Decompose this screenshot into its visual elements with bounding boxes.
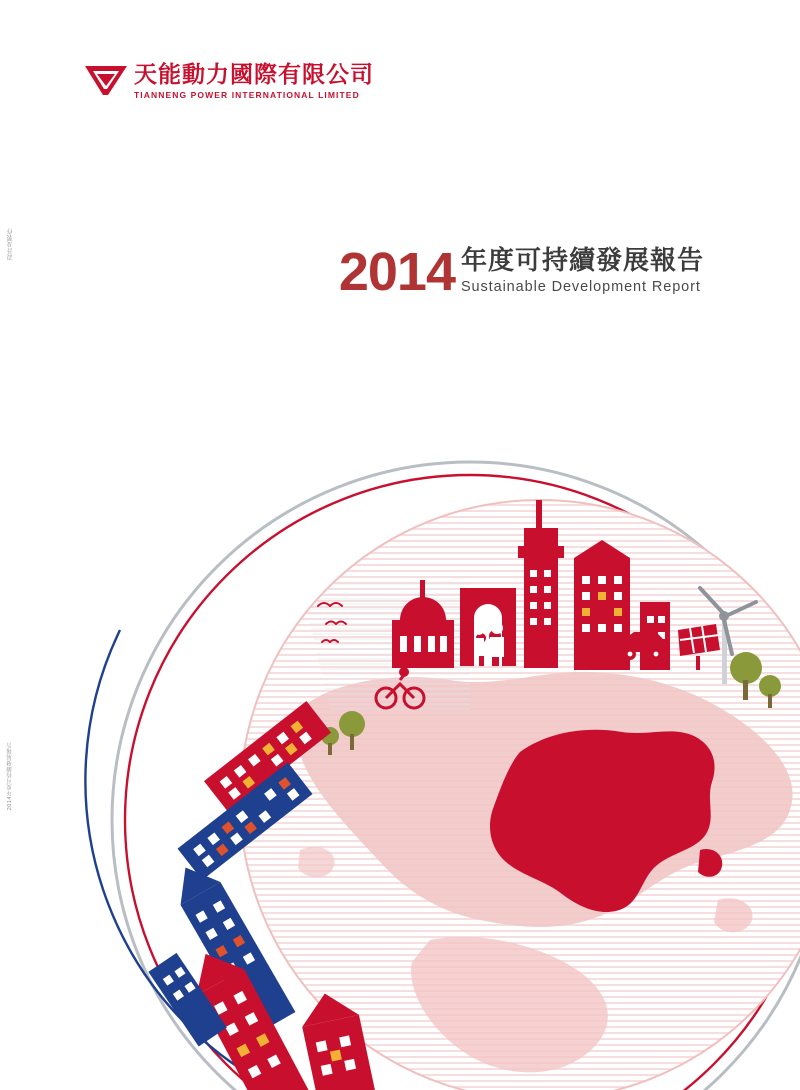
company-name-cn: 天能動力國際有限公司 — [134, 62, 374, 88]
cover-title — [338, 242, 704, 302]
title-text-block — [461, 246, 704, 296]
globe-city-illustration — [0, 380, 800, 1090]
report-title-cn: 年度可持續發展報告 — [460, 246, 704, 276]
report-title-en: Sustainable Development Report — [460, 279, 701, 295]
logo-text-block — [134, 62, 374, 101]
side-note-lower: 2014年度可持續發展報告 — [7, 742, 13, 811]
company-logo — [84, 62, 374, 101]
report-year: 2014 — [338, 242, 455, 302]
side-note-upper: 設計及製作 — [8, 228, 14, 261]
company-name-en: TIANNENG POWER INTERNATIONAL LIMITED — [134, 90, 360, 100]
tianneng-v-mark-icon — [84, 62, 128, 98]
